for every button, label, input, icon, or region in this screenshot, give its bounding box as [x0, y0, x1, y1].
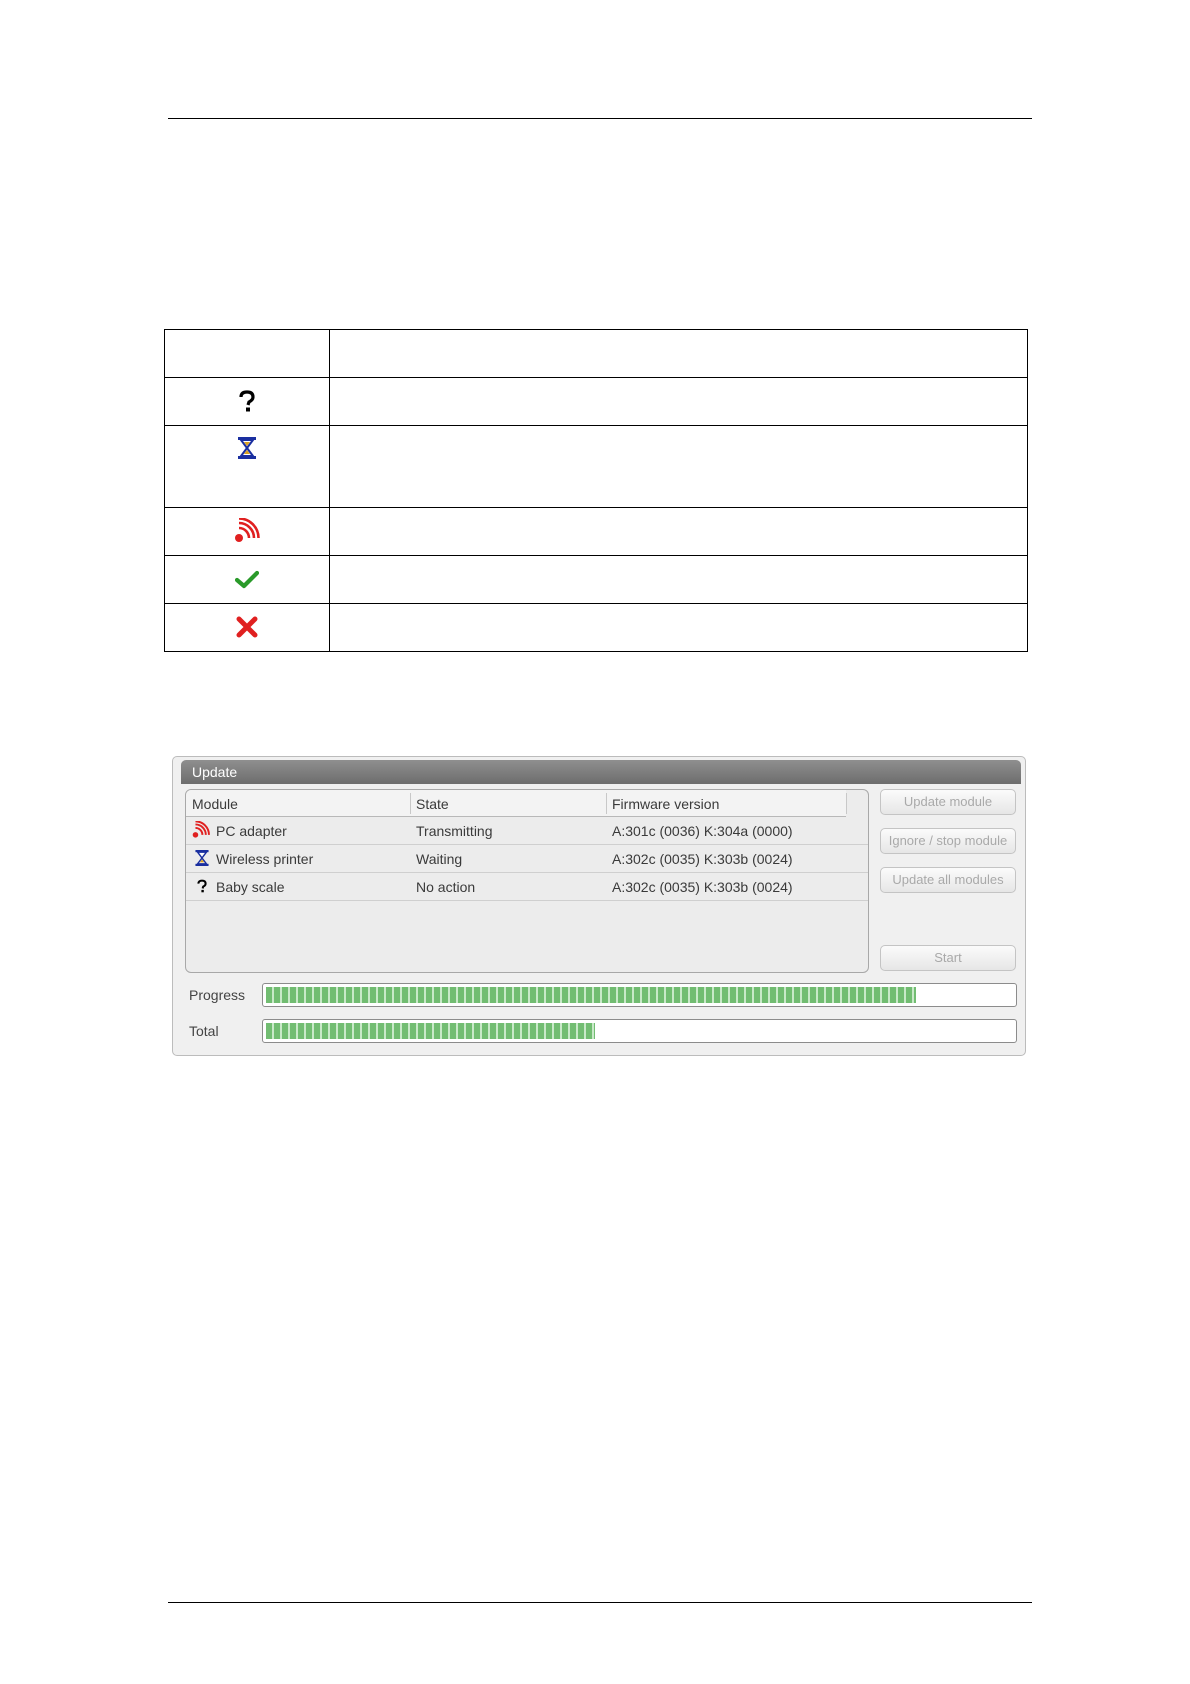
legend-header-row: [165, 330, 1028, 378]
signal-icon: [234, 518, 260, 549]
hourglass-icon: [236, 436, 258, 465]
progress-bar-fill: [266, 987, 916, 1003]
legend-header-icon-cell: [165, 330, 330, 378]
legend-row: [165, 378, 1028, 426]
table-row[interactable]: [186, 873, 869, 901]
update-module-button[interactable]: Update module: [880, 789, 1016, 815]
signal-icon: [192, 821, 210, 844]
grid-header: [186, 790, 846, 817]
module-state: Transmitting: [416, 823, 493, 839]
module-name: Wireless printer: [216, 851, 314, 867]
total-label: Total: [189, 1023, 219, 1039]
question-icon: [237, 390, 257, 417]
module-grid: [185, 789, 869, 973]
legend-row: [165, 426, 1028, 508]
table-row[interactable]: [186, 817, 869, 845]
module-firmware: A:302c (0035) K:303b (0024): [612, 879, 793, 895]
footer-rule: [168, 1602, 1032, 1603]
column-header-state[interactable]: State: [416, 796, 449, 812]
question-icon: [196, 878, 208, 899]
ignore-stop-module-button[interactable]: Ignore / stop module: [880, 828, 1016, 854]
update-all-modules-button[interactable]: Update all modules: [880, 867, 1016, 893]
panel-title: Update: [181, 760, 1021, 784]
module-state: Waiting: [416, 851, 463, 867]
progress-bar: [262, 983, 1017, 1007]
total-bar-fill: [266, 1023, 595, 1039]
start-button[interactable]: Start: [880, 945, 1016, 971]
legend-header-desc-cell: [330, 330, 1028, 378]
status-icon-legend-table: [164, 329, 1028, 652]
header-rule: [168, 118, 1032, 119]
total-progress-bar: [262, 1019, 1017, 1043]
module-firmware: A:301c (0036) K:304a (0000): [612, 823, 793, 839]
table-row[interactable]: [186, 845, 869, 873]
cross-icon: [236, 616, 258, 643]
legend-row: [165, 604, 1028, 652]
progress-label: Progress: [189, 987, 246, 1003]
update-panel: [172, 756, 1026, 1056]
checkmark-icon: [235, 570, 259, 595]
module-state: No action: [416, 879, 476, 895]
module-name: PC adapter: [216, 823, 287, 839]
column-header-firmware[interactable]: Firmware version: [612, 796, 720, 812]
module-firmware: A:302c (0035) K:303b (0024): [612, 851, 793, 867]
module-name: Baby scale: [216, 879, 285, 895]
hourglass-icon: [194, 849, 210, 872]
legend-row: [165, 508, 1028, 556]
legend-row: [165, 556, 1028, 604]
column-header-module[interactable]: Module: [192, 796, 238, 812]
